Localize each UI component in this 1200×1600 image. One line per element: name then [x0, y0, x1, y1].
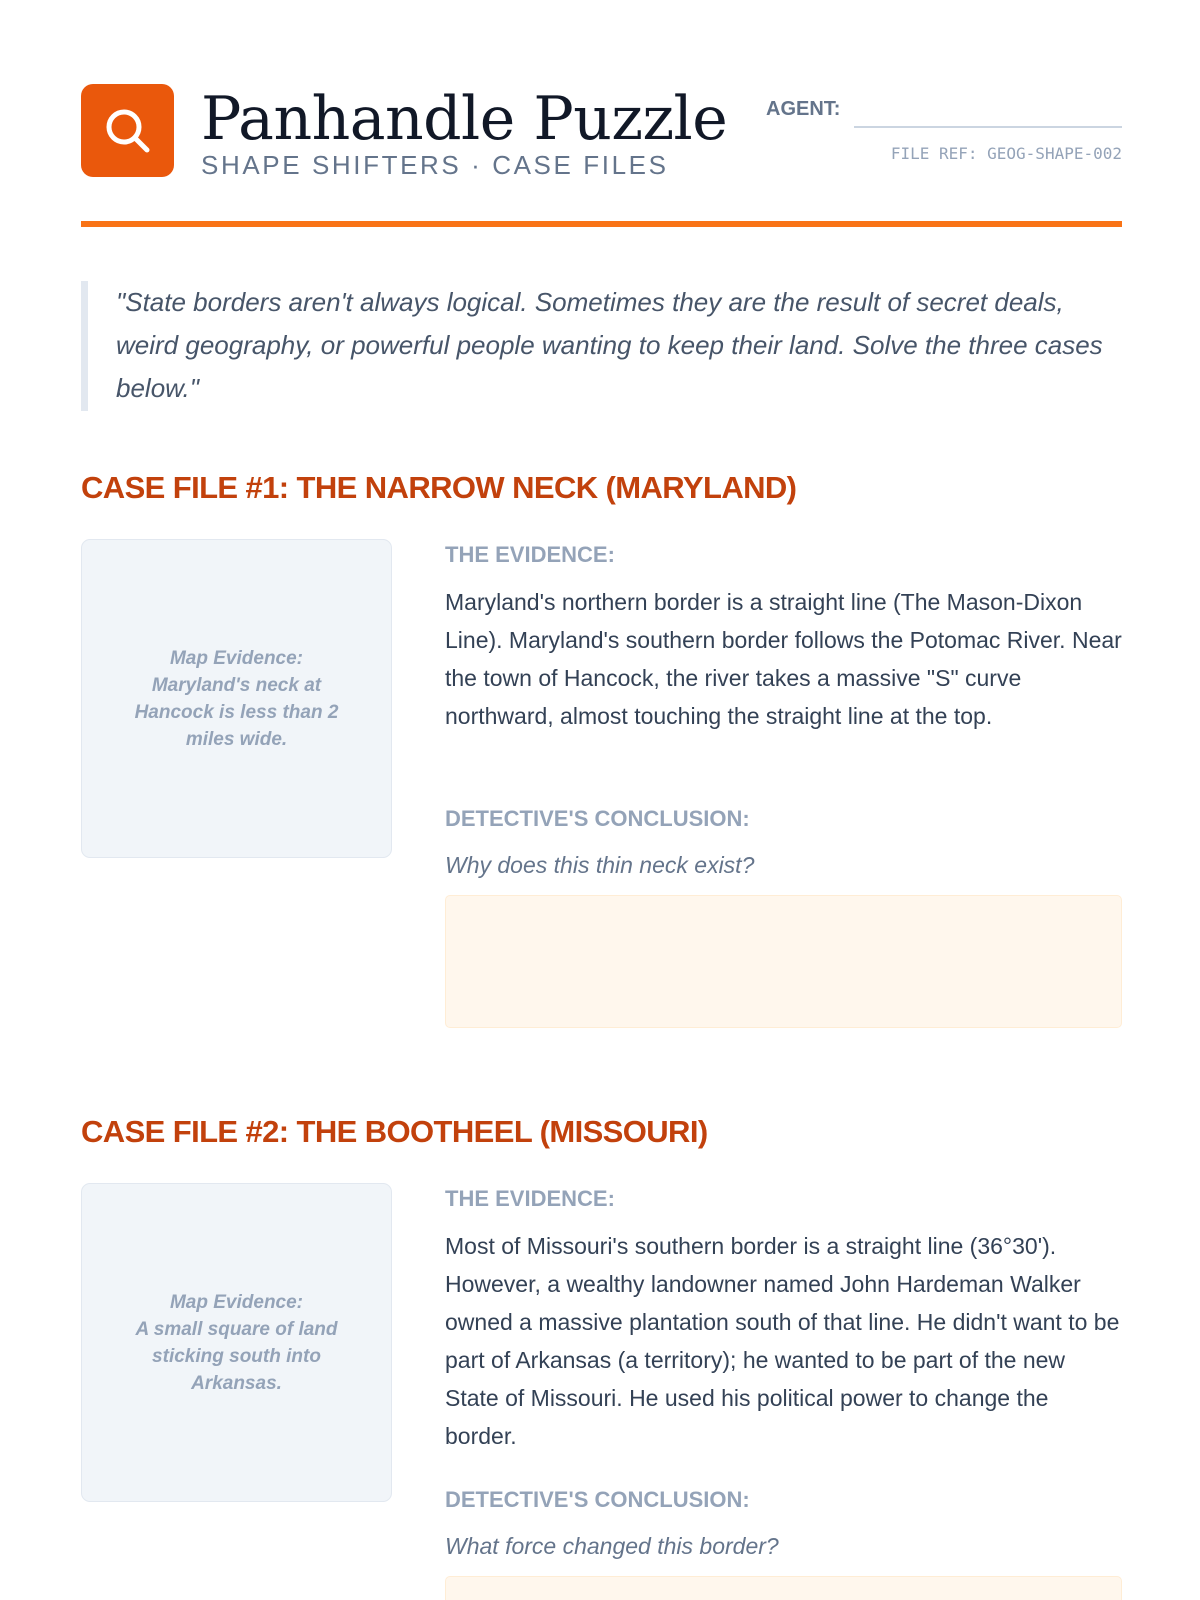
- page-subtitle: SHAPE SHIFTERS · CASE FILES: [201, 150, 669, 180]
- evidence-text: Maryland's northern border is a straight line (The Mason-Dixon Line). Maryland's southern border follows the Potomac River. Near the town of Hancock, the river takes a massive "S" curve northward, almost touching the straight line at the top.: [445, 589, 1122, 729]
- agent-name-field[interactable]: [854, 126, 1122, 128]
- evidence-text: Most of Missouri's southern border is a straight line (36°30'). However, a wealthy landowner named John Hardeman Walker owned a massive plantation south of that line. He didn't want to be part of Arkansas (a territory); he wanted to be part of the new State of Missouri. He used his political power to change the border.: [445, 1233, 1120, 1449]
- map-evidence-placeholder: [81, 1183, 392, 1502]
- map-evidence-placeholder: [81, 539, 392, 858]
- page-title: Panhandle Puzzle: [201, 84, 728, 154]
- conclusion-label: DETECTIVE'S CONCLUSION:: [445, 1487, 750, 1512]
- magnifying-glass-icon: [101, 104, 154, 157]
- header-divider: [81, 221, 1122, 227]
- case-title: CASE FILE #2: THE BOOTHEEL (MISSOURI): [81, 1114, 708, 1149]
- worksheet-header: [81, 84, 1122, 227]
- answer-box[interactable]: [445, 895, 1122, 1028]
- agent-label: AGENT:: [766, 98, 841, 120]
- conclusion-label: DETECTIVE'S CONCLUSION:: [445, 806, 750, 831]
- intro-quote-text: "State borders aren't always logical. Sometimes they are the result of secret deals, weird geography, or powerful people wanting to keep their land. Solve the three cases below.": [116, 287, 1103, 403]
- file-reference: FILE REF: GEOG-SHAPE-002: [890, 144, 1122, 163]
- evidence-label: THE EVIDENCE:: [445, 542, 615, 567]
- case-title: CASE FILE #1: THE NARROW NECK (MARYLAND): [81, 470, 797, 505]
- answer-box[interactable]: [445, 1576, 1122, 1600]
- conclusion-question: What force changed this border?: [445, 1533, 779, 1559]
- evidence-label: THE EVIDENCE:: [445, 1186, 615, 1211]
- map-caption: Map Evidence: A small square of land sticking south into Arkansas.: [135, 1291, 338, 1394]
- conclusion-question: Why does this thin neck exist?: [445, 852, 755, 878]
- map-caption: Map Evidence: Maryland's neck at Hancock is less than 2 miles wide.: [134, 647, 339, 750]
- logo: [81, 84, 174, 177]
- intro-quote: [81, 281, 1122, 411]
